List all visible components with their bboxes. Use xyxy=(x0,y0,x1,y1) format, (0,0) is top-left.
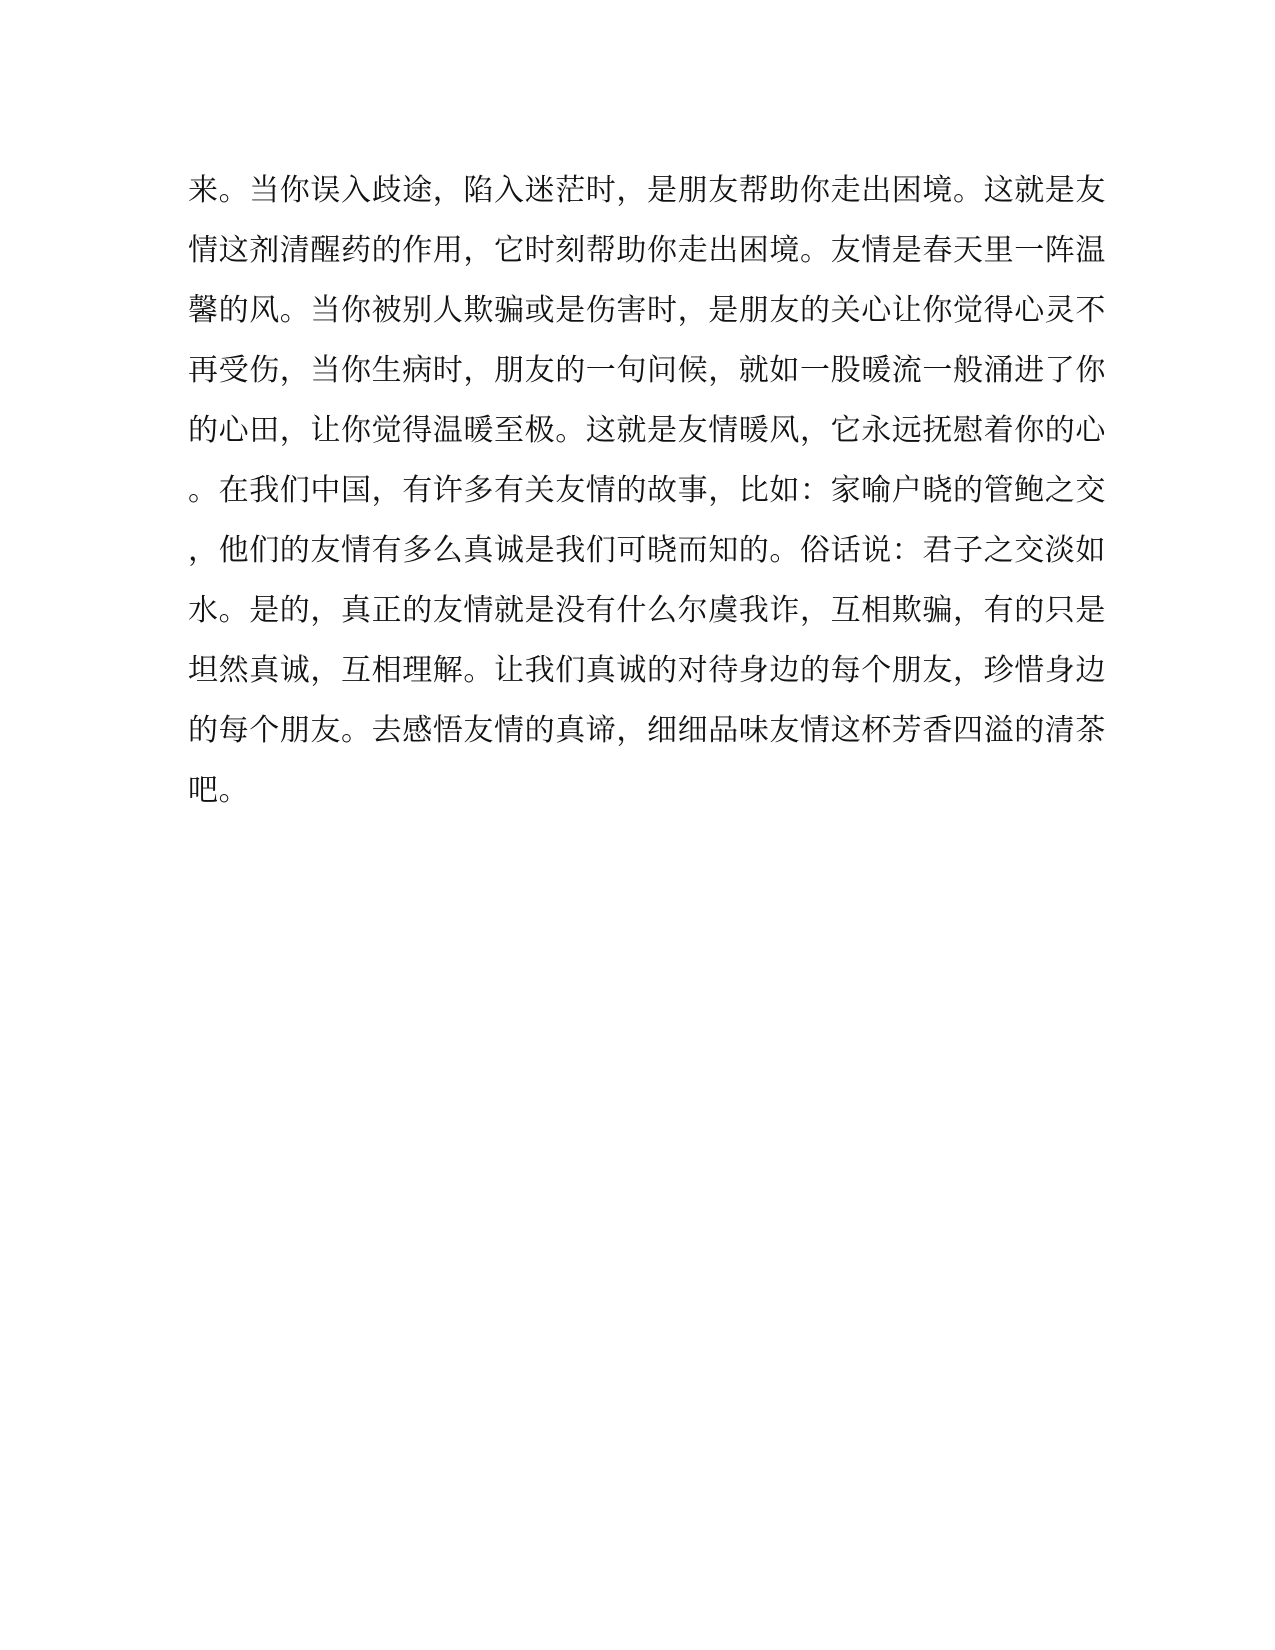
text-line: 吧。 xyxy=(188,773,250,808)
text-line: ，他们的友情有多么真诚是我们可晓而知的。俗话说：君子之交淡如 xyxy=(188,533,1106,568)
text-line: 的心田，让你觉得温暖至极。这就是友情暖风，它永远抚慰着你的心 xyxy=(188,413,1106,448)
text-line: 情这剂清醒药的作用，它时刻帮助你走出困境。友情是春天里一阵温 xyxy=(188,233,1106,268)
text-line: 坦然真诚，互相理解。让我们真诚的对待身边的每个朋友，珍惜身边 xyxy=(188,653,1106,688)
text-line: 再受伤，当你生病时，朋友的一句问候，就如一股暖流一般涌进了你 xyxy=(188,353,1106,388)
body-paragraph xyxy=(188,161,1106,821)
text-line: 。在我们中国，有许多有关友情的故事，比如：家喻户晓的管鲍之交 xyxy=(188,473,1106,508)
text-line: 来。当你误入歧途，陷入迷茫时，是朋友帮助你走出困境。这就是友 xyxy=(188,173,1106,208)
text-line: 的每个朋友。去感悟友情的真谛，细细品味友情这杯芳香四溢的清茶 xyxy=(188,713,1106,748)
text-line: 馨的风。当你被别人欺骗或是伤害时，是朋友的关心让你觉得心灵不 xyxy=(188,293,1106,328)
text-line: 水。是的，真正的友情就是没有什么尔虞我诈，互相欺骗，有的只是 xyxy=(188,593,1106,628)
